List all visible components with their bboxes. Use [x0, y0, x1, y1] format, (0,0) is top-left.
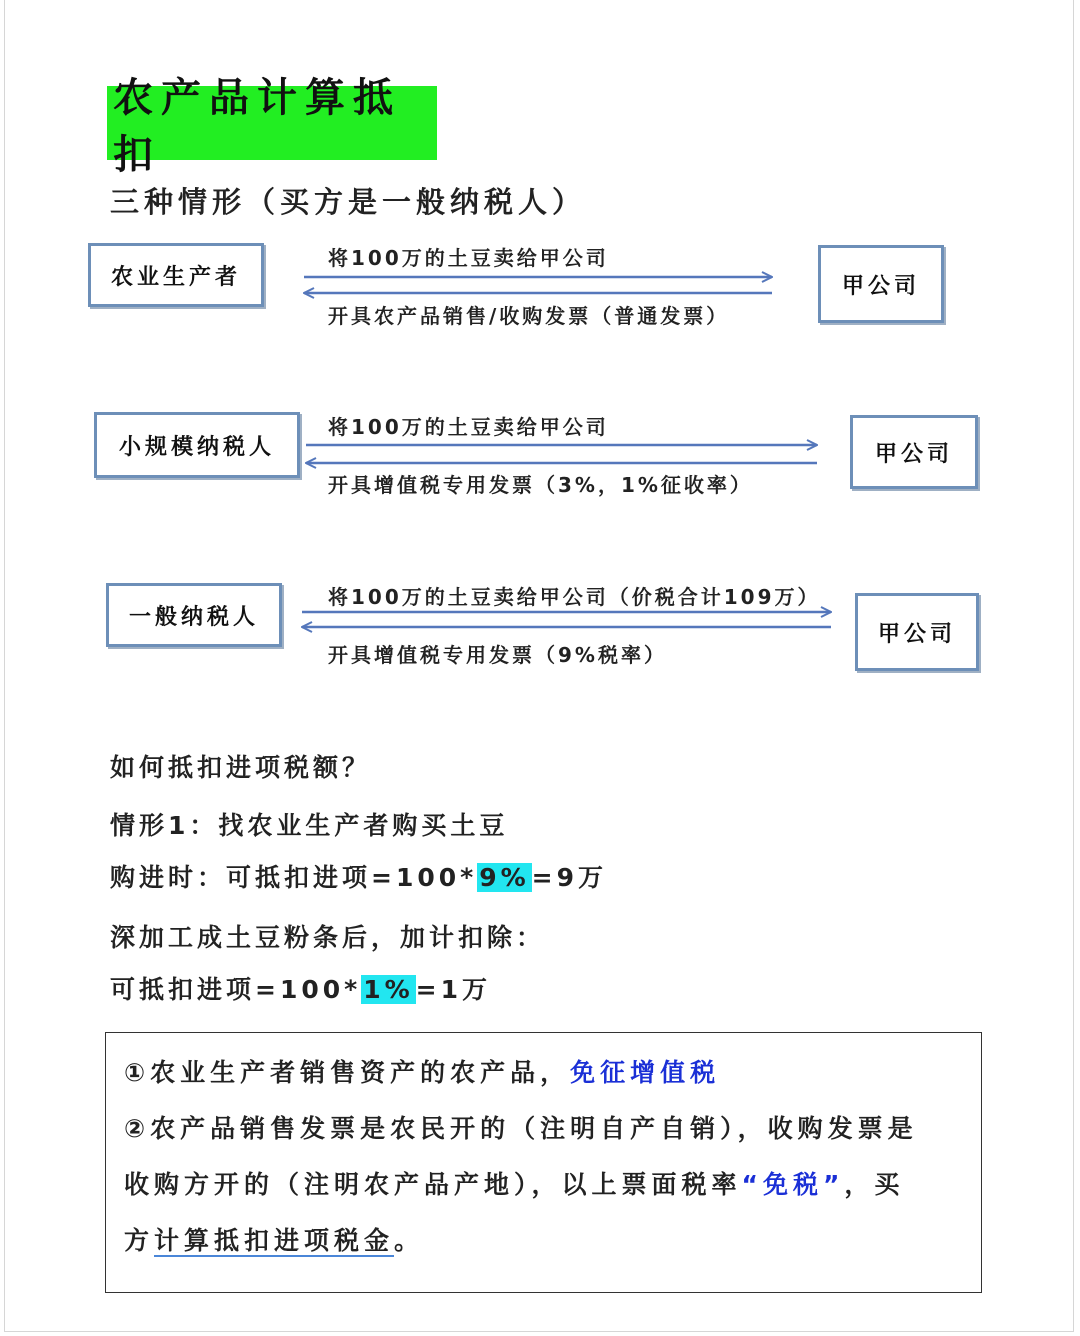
buyer-box-2	[850, 415, 978, 489]
note-line-2: ②农产品销售发票是农民开的（注明自产自销），收购发票是	[124, 1114, 918, 1143]
buyer-label-2: 甲公司	[874, 441, 953, 467]
seller-label-1: 农业生产者	[110, 264, 241, 290]
note-4-text: 方	[124, 1226, 155, 1255]
purchase-rate-highlight: 9%	[479, 863, 530, 892]
purchase-prefix: 购进时：可抵扣进项=100*	[110, 863, 478, 892]
flow-3-top-label: 将100万的土豆卖给甲公司（价税合计109万）	[328, 585, 821, 609]
flow-1-bottom-label: 开具农产品销售/收购发票（普通发票）	[328, 304, 730, 328]
note-line-4	[124, 1221, 424, 1257]
purchase-deduction	[110, 858, 607, 894]
seller-label-2: 小规模纳税人	[118, 434, 275, 460]
note-1-emphasis: 免征增值税	[570, 1058, 721, 1087]
note-3-suffix: ，买	[844, 1170, 905, 1199]
buyer-label-1: 甲公司	[841, 273, 920, 299]
seller-label-3: 一般纳税人	[128, 604, 259, 630]
extra-deduction	[110, 970, 491, 1006]
flow-2-top-label: 将100万的土豆卖给甲公司	[328, 415, 609, 439]
note-3-text: 收购方开的（注明农产品产地），以上票面税率	[124, 1170, 742, 1199]
flow-2-bottom-label: 开具增值税专用发票（3%，1%征收率）	[328, 473, 753, 497]
subtitle: 三种情形（买方是一般纳税人）	[110, 185, 587, 219]
note-3-emphasis: “免税”	[741, 1170, 845, 1199]
seller-box-2	[94, 412, 300, 478]
seller-box-1	[88, 243, 264, 307]
extra-rate-highlight: 1%	[363, 975, 414, 1004]
note-4-underline: 计算抵扣进项税金	[154, 1226, 395, 1255]
note-line-3	[124, 1165, 904, 1201]
note-1-text: ①农业生产者销售资产的农产品，	[124, 1058, 571, 1087]
processing-heading: 深加工成土豆粉条后，加计扣除：	[110, 923, 546, 952]
buyer-box-3	[855, 593, 979, 671]
extra-suffix: =1万	[415, 975, 492, 1004]
question-heading: 如何抵扣进项税额？	[110, 753, 372, 782]
page-title: 农产品计算抵扣	[107, 86, 437, 160]
case-1-heading: 情形1：找农业生产者购买土豆	[110, 811, 509, 840]
seller-box-3	[106, 583, 282, 647]
flow-3-bottom-label: 开具增值税专用发票（9%税率）	[328, 643, 667, 667]
note-4-suffix: 。	[394, 1226, 425, 1255]
note-line-1	[124, 1053, 720, 1089]
purchase-suffix: =9万	[531, 863, 608, 892]
buyer-label-3: 甲公司	[877, 621, 956, 647]
buyer-box-1	[818, 245, 944, 323]
notes-box	[105, 1032, 982, 1293]
extra-prefix: 可抵扣进项=100*	[110, 975, 362, 1004]
flow-1-top-label: 将100万的土豆卖给甲公司	[328, 246, 609, 270]
